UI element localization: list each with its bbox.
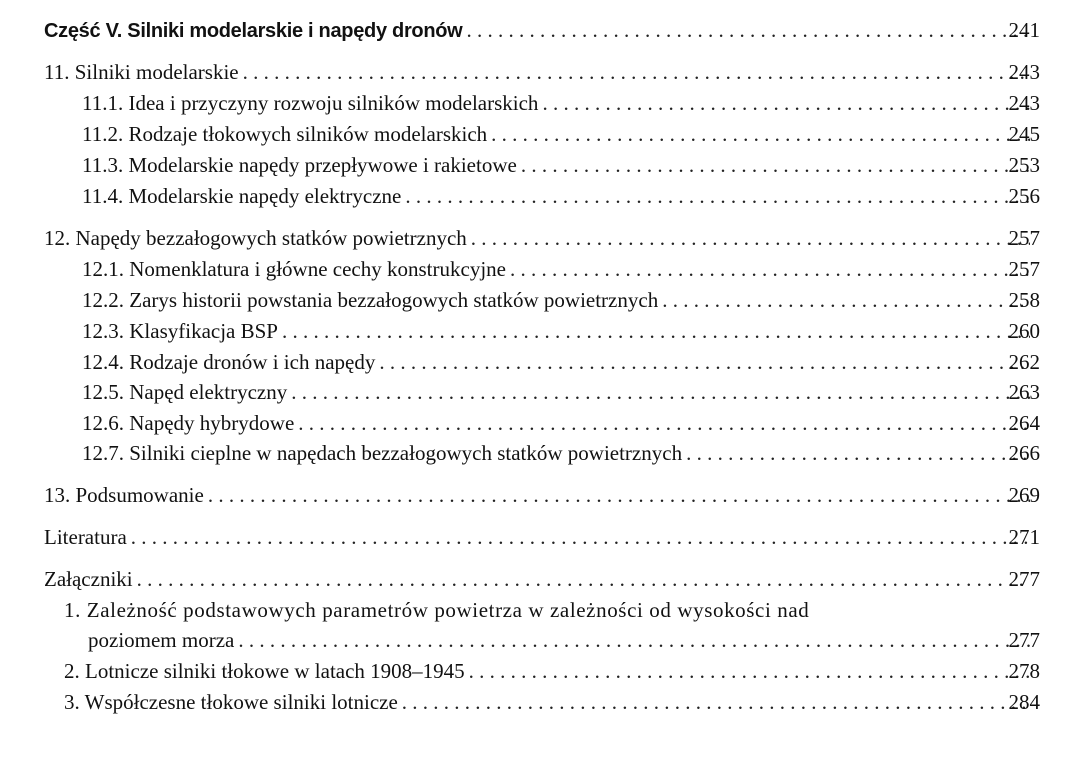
toc-entry-chapter-11[interactable] <box>44 58 1040 86</box>
toc-entry-section-12-5[interactable] <box>82 378 1040 406</box>
toc-entry-title: 12.4. Rodzaje dronów i ich napędy <box>82 350 376 374</box>
toc-entry-page: 263 <box>1008 380 1040 404</box>
toc-entry-appendix-1-line-1[interactable] <box>64 596 1004 624</box>
toc-entry-title: 11.1. Idea i przyczyny rozwoju silników modelarskich <box>82 91 539 115</box>
dot-leader <box>137 565 1030 593</box>
toc-entry-title: poziomem morza <box>88 628 235 652</box>
toc-entry-page: 266 <box>1008 441 1040 465</box>
dot-leader <box>402 688 1030 716</box>
toc-entry-title: 12.2. Zarys historii powstania bezzałogowych statków powietrznych <box>82 288 659 312</box>
dot-leader <box>238 626 1030 654</box>
toc-entry-part-v[interactable] <box>44 16 1040 45</box>
dot-leader <box>243 58 1030 86</box>
toc-entry-section-11-1[interactable] <box>82 89 1040 117</box>
toc-entry-title: 11.3. Modelarskie napędy przepływowe i rakietowe <box>82 153 517 177</box>
toc-entry-page: 257 <box>1008 257 1040 281</box>
toc-entry-page: 260 <box>1008 319 1040 343</box>
toc-entry-section-11-3[interactable] <box>82 151 1040 179</box>
toc-entry-page: 277 <box>1008 567 1040 591</box>
toc-entry-page: 271 <box>1008 525 1040 549</box>
toc-entry-title: 13. Podsumowanie <box>44 483 204 507</box>
toc-entry-title: 12.6. Napędy hybrydowe <box>82 411 295 435</box>
dot-leader <box>521 151 1030 179</box>
toc-entry-section-12-4[interactable] <box>82 348 1040 376</box>
dot-leader <box>405 182 1030 210</box>
dot-leader <box>510 255 1030 283</box>
dot-leader <box>471 224 1030 252</box>
toc-entry-title: 12.7. Silniki cieplne w napędach bezzałogowych statków powietrznych <box>82 441 683 465</box>
toc-entry-title: 3. Współczesne tłokowe silniki lotnicze <box>64 690 398 714</box>
toc-entry-page: 243 <box>1008 60 1040 84</box>
dot-leader <box>208 481 1030 509</box>
toc-entry-section-12-2[interactable] <box>82 286 1040 314</box>
toc-entry-page: 243 <box>1008 91 1040 115</box>
toc-entry-title: 11.2. Rodzaje tłokowych silników modelarskich <box>82 122 488 146</box>
toc-entry-literatura[interactable] <box>44 523 1040 551</box>
toc-entry-title: Załączniki <box>44 567 133 591</box>
toc-entry-page: 245 <box>1008 122 1040 146</box>
toc-entry-section-11-2[interactable] <box>82 120 1040 148</box>
toc-entry-section-11-4[interactable] <box>82 182 1040 210</box>
toc-entry-section-12-6[interactable] <box>82 409 1040 437</box>
toc-entry-appendix-3[interactable] <box>64 688 1040 716</box>
dot-leader <box>131 523 1030 551</box>
toc-entry-chapter-12[interactable] <box>44 224 1040 252</box>
toc-entry-appendix-1-line-2[interactable] <box>88 626 1040 654</box>
toc-entry-section-12-7[interactable] <box>82 439 1040 467</box>
dot-leader <box>291 378 1030 406</box>
toc-entry-title: 11.4. Modelarskie napędy elektryczne <box>82 184 402 208</box>
toc-entry-page: 256 <box>1008 184 1040 208</box>
toc-entry-page: 262 <box>1008 350 1040 374</box>
toc-entry-page: 284 <box>1008 690 1040 714</box>
toc-entry-page: 278 <box>1008 659 1040 683</box>
dot-leader <box>686 439 1030 467</box>
toc-entry-page: 253 <box>1008 153 1040 177</box>
toc-entry-section-12-1[interactable] <box>82 255 1040 283</box>
dot-leader <box>542 89 1030 117</box>
toc-entry-title: 12.3. Klasyfikacja BSP <box>82 319 278 343</box>
toc-entry-page: 257 <box>1008 226 1040 250</box>
dot-leader <box>282 317 1030 345</box>
toc-entry-title: 12.5. Napęd elektryczny <box>82 380 288 404</box>
dot-leader <box>466 16 1030 44</box>
dot-leader <box>379 348 1030 376</box>
toc-entry-title: 12.1. Nomenklatura i główne cechy konstrukcyjne <box>82 257 506 281</box>
toc-entry-page: 277 <box>1008 628 1040 652</box>
dot-leader <box>469 657 1030 685</box>
toc-entry-title: 12. Napędy bezzałogowych statków powietrznych <box>44 226 467 250</box>
toc-entry-title: 11. Silniki modelarskie <box>44 60 239 84</box>
toc-entry-chapter-13[interactable] <box>44 481 1040 509</box>
toc-entry-title: 2. Lotnicze silniki tłokowe w latach 1908–1945 <box>64 659 465 683</box>
toc-entry-title: Część V. Silniki modelarskie i napędy dronów <box>44 20 463 42</box>
toc-entry-page: 269 <box>1008 483 1040 507</box>
toc-entry-zalaczniki[interactable] <box>44 565 1040 593</box>
dot-leader <box>491 120 1030 148</box>
toc-entry-page: 241 <box>1008 18 1040 42</box>
toc-entry-title: 1. Zależność podstawowych parametrów powietrza w zależności od wysokości nad <box>64 598 810 622</box>
toc-entry-title: Literatura <box>44 525 127 549</box>
toc-entry-page: 258 <box>1008 288 1040 312</box>
dot-leader <box>298 409 1030 437</box>
toc-entry-page: 264 <box>1008 411 1040 435</box>
dot-leader <box>662 286 1030 314</box>
toc-entry-appendix-2[interactable] <box>64 657 1040 685</box>
toc-entry-section-12-3[interactable] <box>82 317 1040 345</box>
